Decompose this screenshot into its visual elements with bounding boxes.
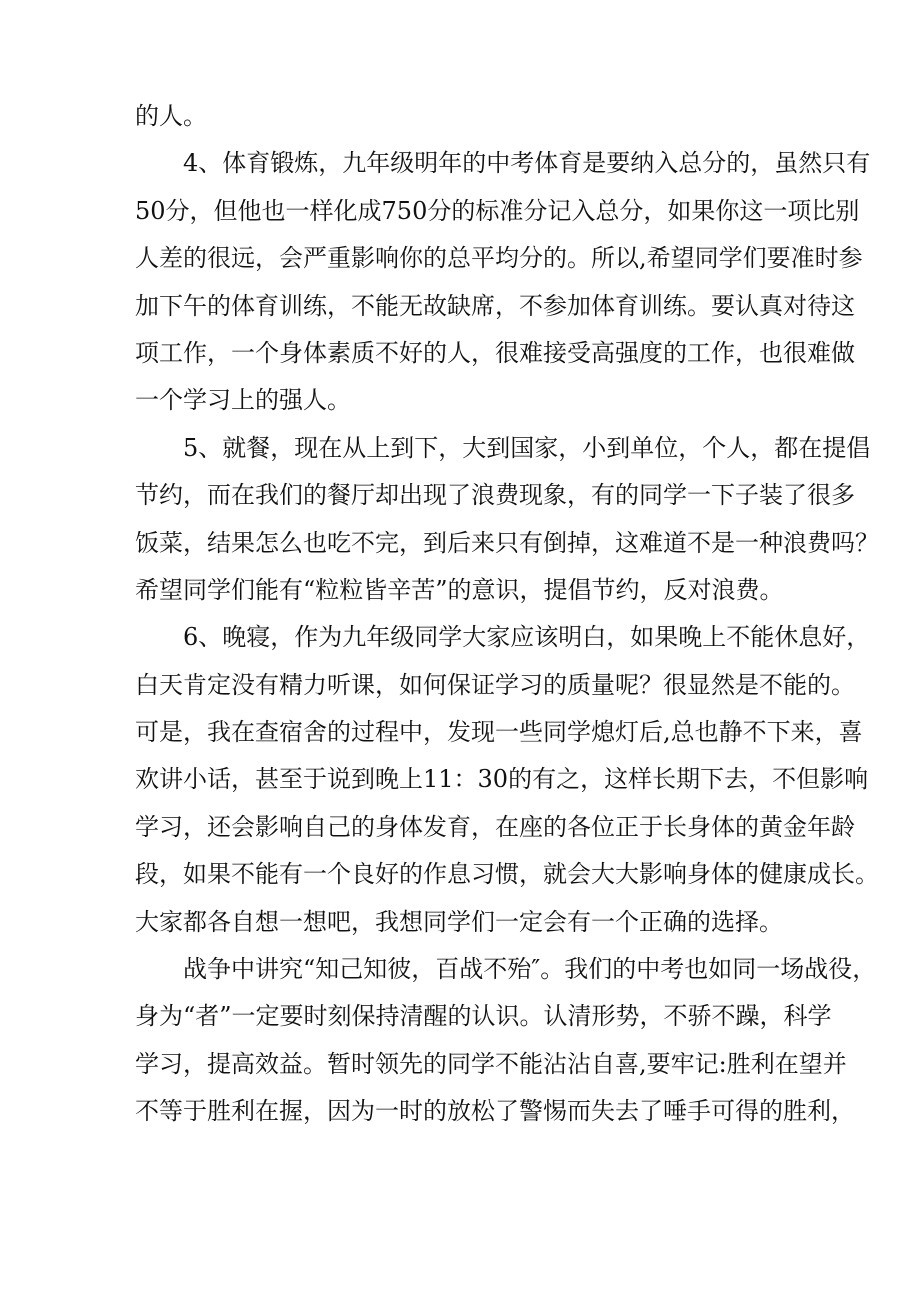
text-line: 可是，我在查宿舍的过程中，发现一些同学熄灯后,总也静不下来，喜 <box>135 718 863 747</box>
text-line: 希望同学们能有“粒粒皆辛苦”的意识，提倡节约，反对浪费。 <box>135 575 784 604</box>
text-line: 6、晚寝，作为九年级同学大家应该明白，如果晚上不能休息好， <box>183 623 871 652</box>
text-line: 的人。 <box>135 102 207 130</box>
text-line: 欢讲小话，甚至于说到晚上11：30的有之，这样长期下去，不但影响 <box>135 765 869 794</box>
text-line: 4、体育锻炼，九年级明年的中考体育是要纳入总分的，虽然只有 <box>183 149 871 178</box>
text-line: 一个学习上的强人。 <box>135 386 351 415</box>
text-line: 节约，而在我们的餐厅却出现了浪费现象，有的同学一下子装了很多 <box>135 481 855 510</box>
text-line: 段，如果不能有一个良好的作息习惯，就会大大影响身体的健康成长。 <box>135 860 879 889</box>
text-line: 饭菜，结果怎么也吃不完，到后来只有倒掉，这难道不是一种浪费吗？ <box>135 528 879 557</box>
text-line: 5、就餐，现在从上到下，大到国家，小到单位，个人，都在提倡 <box>183 433 871 462</box>
text-line: 白天肯定没有精力听课，如何保证学习的质量呢？很显然是不能的。 <box>135 670 855 699</box>
text-line: 50分，但他也一样化成750分的标准分记入总分，如果你这一项比别 <box>135 196 860 225</box>
text-line: 大家都各自想一想吧，我想同学们一定会有一个正确的选择。 <box>135 907 783 936</box>
text-line: 学习，提高效益。暂时领先的同学不能沾沾自喜,要牢记:胜利在望并 <box>135 1049 847 1078</box>
text-line: 加下午的体育训练，不能无故缺席，不参加体育训练。要认真对待这 <box>135 291 855 320</box>
body-text <box>135 93 879 1136</box>
text-line: 学习，还会影响自己的身体发育，在座的各位正于长身体的黄金年龄 <box>135 812 855 841</box>
text-line: 项工作，一个身体素质不好的人，很难接受高强度的工作，也很难做 <box>135 338 855 367</box>
text-line: 身为“者”一定要时刻保持清醒的认识。认清形势，不骄不躁，科学 <box>135 1002 832 1031</box>
text-line: 不等于胜利在握，因为一时的放松了警惕而失去了唾手可得的胜利， <box>135 1097 855 1126</box>
text-line: 人差的很远，会严重影响你的总平均分的。所以,希望同学们要准时参 <box>135 244 863 273</box>
text-line: 战争中讲究“知己知彼，百战不殆″。我们的中考也如同一场战役， <box>183 955 877 984</box>
